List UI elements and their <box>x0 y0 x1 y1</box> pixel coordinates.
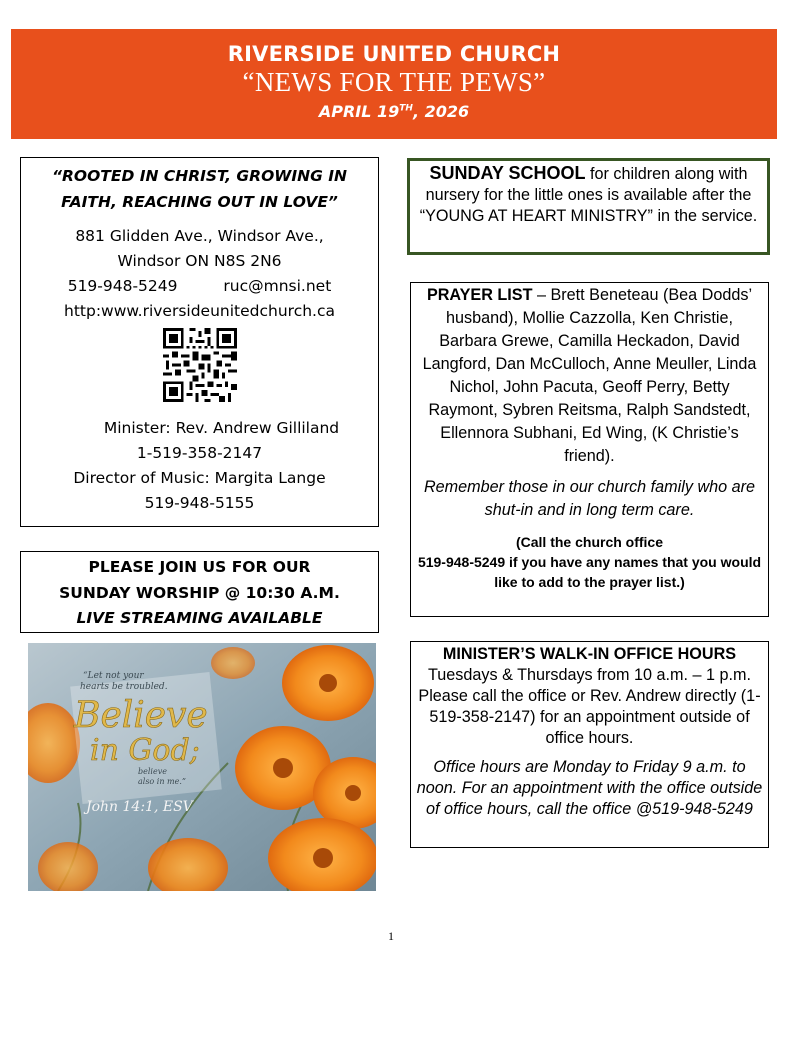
contact-box <box>20 157 379 527</box>
prayer-call-line2: 519-948-5249 if you have any names that you would like to add to the prayer list.) <box>417 554 762 590</box>
issue-date <box>11 102 777 121</box>
prayer-list <box>417 284 762 468</box>
verse-line3: believe <box>138 767 167 776</box>
worship-line1: PLEASE JOIN US FOR OUR <box>88 558 311 576</box>
verse-line4: also in me.” <box>138 777 186 786</box>
date-suffix-sup: TH <box>399 103 413 114</box>
prayer-remember: Remember those in our church family who are shut-in and in long term care. <box>423 478 756 519</box>
music-director: Director of Music: Margita Lange <box>73 469 326 487</box>
prayer-call <box>417 532 762 592</box>
motto <box>21 163 378 215</box>
minister-phone: 1-519-358-2147 <box>136 444 263 462</box>
sunday-school-box <box>407 158 770 255</box>
motto-line2: FAITH, REACHING OUT IN LOVE” <box>61 193 338 211</box>
phone-email-row <box>21 274 378 299</box>
office-hours-schedule: Office hours are Monday to Friday 9 a.m. to noon. For an appointment with the office outside of office hours, call the office @519-948-5249 <box>416 758 763 818</box>
office-hours-heading: MINISTER’S WALK-IN OFFICE HOURS <box>442 645 737 663</box>
date-year: , 2026 <box>412 102 470 121</box>
music-director-phone: 519-948-5155 <box>144 494 255 512</box>
newsletter-title: “NEWS FOR THE PEWS” <box>242 67 546 97</box>
church-email[interactable]: ruc@mnsi.net <box>223 277 332 295</box>
motto-line1: “ROOTED IN CHRIST, GROWING IN <box>52 167 347 185</box>
verse-line2: hearts be troubled. <box>80 682 168 692</box>
sunday-school-text: for children along with nursery for the little ones is available after the “YOUNG AT HEART MINISTRY” in the service. <box>419 165 758 225</box>
prayer-list-heading: PRAYER LIST <box>426 286 533 304</box>
date-prefix: APRIL 19 <box>318 102 400 121</box>
verse-reference: John 14:1, ESV <box>86 799 193 815</box>
prayer-list-box <box>410 282 769 617</box>
worship-line3: LIVE STREAMING AVAILABLE <box>76 609 323 627</box>
address-line1: 881 Glidden Ave., Windsor Ave., <box>75 227 324 245</box>
flower-1 <box>282 645 374 721</box>
minister-name: Minister: Rev. Andrew Gilliland <box>103 419 340 437</box>
office-hours-text: Tuesdays & Thursdays from 10 a.m. – 1 p.m. Please call the office or Rev. Andrew directly (1-519-358-2147) for an appointment outside of office hours. <box>418 666 761 747</box>
verse-believe: Believe <box>74 695 208 736</box>
verse-in-god: in God; <box>90 733 200 768</box>
address-line2: Windsor ON N8S 2N6 <box>117 252 282 270</box>
qr-code-icon <box>163 328 237 402</box>
page-number: 1 <box>388 929 394 943</box>
church-phone: 519-948-5249 <box>67 277 178 295</box>
worship-box <box>20 551 379 633</box>
sunday-school-heading: SUNDAY SCHOOL <box>429 163 586 183</box>
verse-line1: “Let not your <box>83 671 144 681</box>
header-banner <box>11 29 777 139</box>
office-hours-box <box>410 641 769 848</box>
flowers-image <box>28 643 376 891</box>
believe-in-god-photo <box>28 643 376 891</box>
church-website[interactable]: http:www.riversideunitedchurch.ca <box>64 302 335 320</box>
prayer-call-line1: (Call the church office <box>515 534 664 550</box>
prayer-list-names: – Brett Beneteau (Bea Dodds’ husband), Mollie Cazzolla, Ken Christie, Barbara Grewe, Camilla Heckadon, David Langford, Dan McCulloch, Anne Meuller, Linda Nichol, John Pacuta, Geoff Perry, Betty Raymont, Sybren Reitsma, Ralph Sandstedt, Ellennora Subhani, Ed Wing, (K Christie’s friend). <box>422 286 757 465</box>
worship-line2: SUNDAY WORSHIP @ 10:30 A.M. <box>59 583 340 602</box>
church-name: RIVERSIDE UNITED CHURCH <box>227 42 561 66</box>
